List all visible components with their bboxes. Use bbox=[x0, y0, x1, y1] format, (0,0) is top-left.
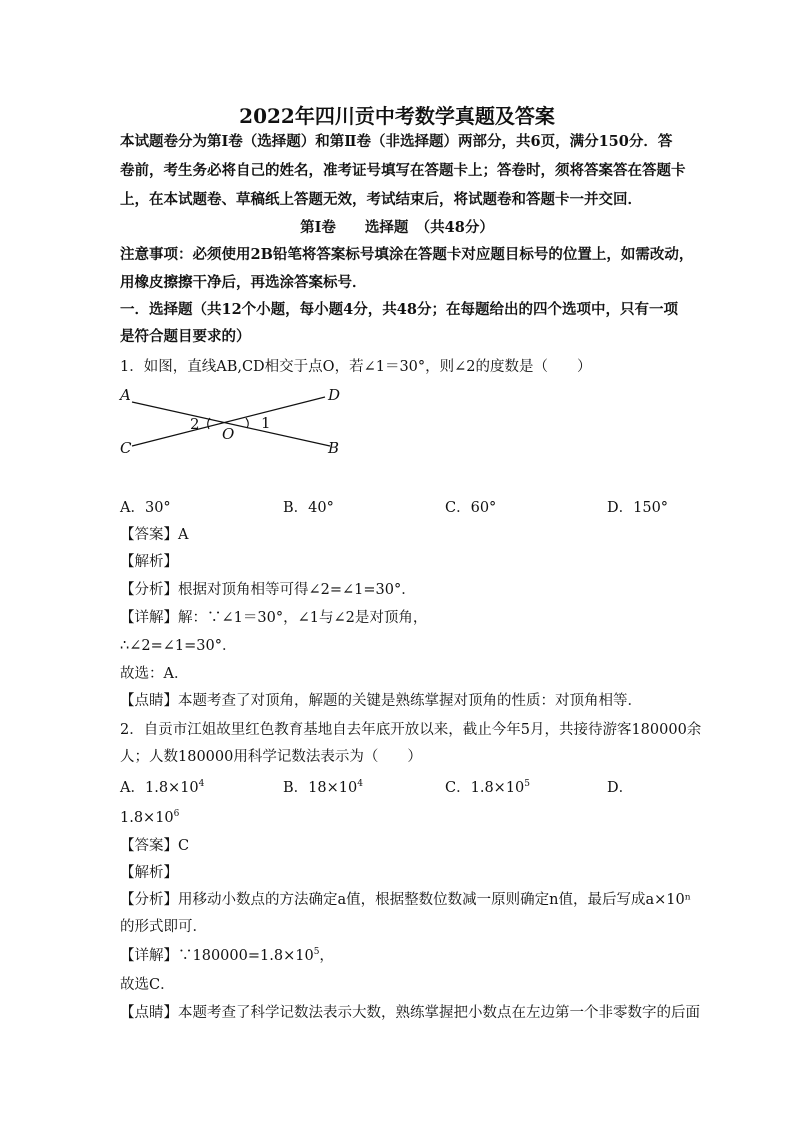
q2-option-b-label: B． bbox=[283, 780, 309, 796]
page-title: 2022年四川贡中考数学真题及答案 bbox=[239, 104, 555, 128]
q2-option-c bbox=[445, 778, 530, 798]
q1-option-a: A．30° bbox=[120, 500, 171, 516]
q1-dianjing: 【点睛】本题考查了对顶角，解题的关键是熟练掌握对顶角的性质：对顶角相等． bbox=[120, 693, 642, 709]
label-B: B bbox=[328, 439, 340, 457]
q2-analysis-label: 【解析】 bbox=[120, 865, 178, 881]
q1-answer: 【答案】A bbox=[120, 527, 189, 543]
q2-fenxi-line-1: 【分析】用移动小数点的方法确定a值，根据整数位数减一原则确定n值，最后写成a×10ⁿ bbox=[120, 892, 691, 908]
part1-heading-line-1: 一．选择题（共12个小题，每小题4分，共48分；在每题给出的四个选项中，只有一项 bbox=[120, 301, 678, 318]
q2-option-d-value bbox=[120, 808, 179, 828]
q1-therefore: ∴∠2=∠1=30°． bbox=[120, 638, 237, 654]
q2-option-c-value: 1.8×10 bbox=[470, 780, 525, 796]
q2-xiangjie-prefix: 【详解】∵180000= bbox=[120, 948, 261, 964]
q2-option-d-mantissa: 1.8×10 bbox=[120, 810, 174, 826]
q1-analysis-label: 【解析】 bbox=[120, 554, 178, 570]
q2-dianjing: 【点睛】本题考查了科学记数法表示大数，熟练掌握把小数点在左边第一个非零数字的后面 bbox=[120, 1005, 700, 1021]
q2-stem-line-1: 2．自贡市江姐故里红色教育基地自去年底开放以来，截止今年5月，共接待游客180000余 bbox=[120, 722, 702, 738]
q2-xiangjie bbox=[120, 946, 334, 966]
label-angle-1: 1 bbox=[261, 414, 271, 432]
q2-option-b-value: 18×10 bbox=[308, 780, 358, 796]
section-header: 第Ⅰ卷 选择题 （共48分） bbox=[300, 219, 494, 236]
q2-stem-line-2: 人；人数180000用科学记数法表示为（ ） bbox=[120, 749, 422, 765]
q2-option-b bbox=[283, 778, 363, 798]
q2-xiangjie-exp: 5 bbox=[313, 947, 320, 958]
q1-figure bbox=[110, 380, 350, 470]
q2-choose: 故选C． bbox=[120, 977, 175, 993]
q2-option-d-exp: 6 bbox=[173, 809, 180, 820]
part1-heading-line-2: 是符合题目要求的） bbox=[120, 328, 251, 345]
q2-fenxi-line-2: 的形式即可． bbox=[120, 919, 207, 935]
label-A: A bbox=[120, 386, 131, 404]
q2-option-d bbox=[607, 778, 633, 798]
q1-option-b: B．40° bbox=[283, 500, 334, 516]
q2-option-d-label: D． bbox=[607, 780, 634, 796]
label-D: D bbox=[328, 386, 341, 404]
q2-answer: 【答案】C bbox=[120, 838, 190, 854]
q2-option-c-exp: 5 bbox=[524, 779, 531, 790]
q1-option-c: C．60° bbox=[445, 500, 497, 516]
q2-option-a-exp: 4 bbox=[198, 779, 205, 790]
q2-option-a-label: A． bbox=[120, 780, 145, 796]
label-angle-2: 2 bbox=[190, 415, 200, 433]
intro-line-1: 本试题卷分为第Ⅰ卷（选择题）和第Ⅱ卷（非选择题）两部分，共6页，满分150分．答 bbox=[120, 133, 673, 150]
q2-option-a bbox=[120, 778, 204, 798]
q1-stem: 1．如图，直线AB,CD相交于点O，若∠1＝30°，则∠2的度数是（ ） bbox=[120, 359, 592, 375]
intro-line-3: 上，在本试题卷、草稿纸上答题无效，考试结束后，将试题卷和答题卡一并交回． bbox=[120, 191, 642, 208]
q2-option-c-label: C． bbox=[445, 780, 471, 796]
q2-option-b-exp: 4 bbox=[357, 779, 363, 790]
q1-choose: 故选：A． bbox=[120, 666, 189, 682]
q2-xiangjie-suffix: ， bbox=[319, 948, 334, 964]
q2-option-a-value: 1.8×10 bbox=[144, 780, 199, 796]
intro-line-2: 卷前，考生务必将自己的姓名，准考证号填写在答题卡上；答卷时，须将答案答在答题卡 bbox=[120, 162, 686, 179]
label-O: O bbox=[222, 425, 235, 443]
notice-line-2: 用橡皮擦擦干净后，再选涂答案标号． bbox=[120, 274, 367, 291]
label-C: C bbox=[120, 439, 132, 457]
notice-line-1: 注意事项：必须使用2B铅笔将答案标号填涂在答题卡对应题目标号的位置上，如需改动， bbox=[120, 246, 694, 263]
q1-xiangjie: 【详解】解：∵∠1＝30°，∠1与∠2是对顶角， bbox=[120, 610, 428, 626]
q2-xiangjie-value: 1.8×10 bbox=[260, 948, 314, 964]
q1-fenxi: 【分析】根据对顶角相等可得∠2=∠1=30°． bbox=[120, 582, 416, 598]
q1-option-d: D．150° bbox=[607, 500, 669, 516]
